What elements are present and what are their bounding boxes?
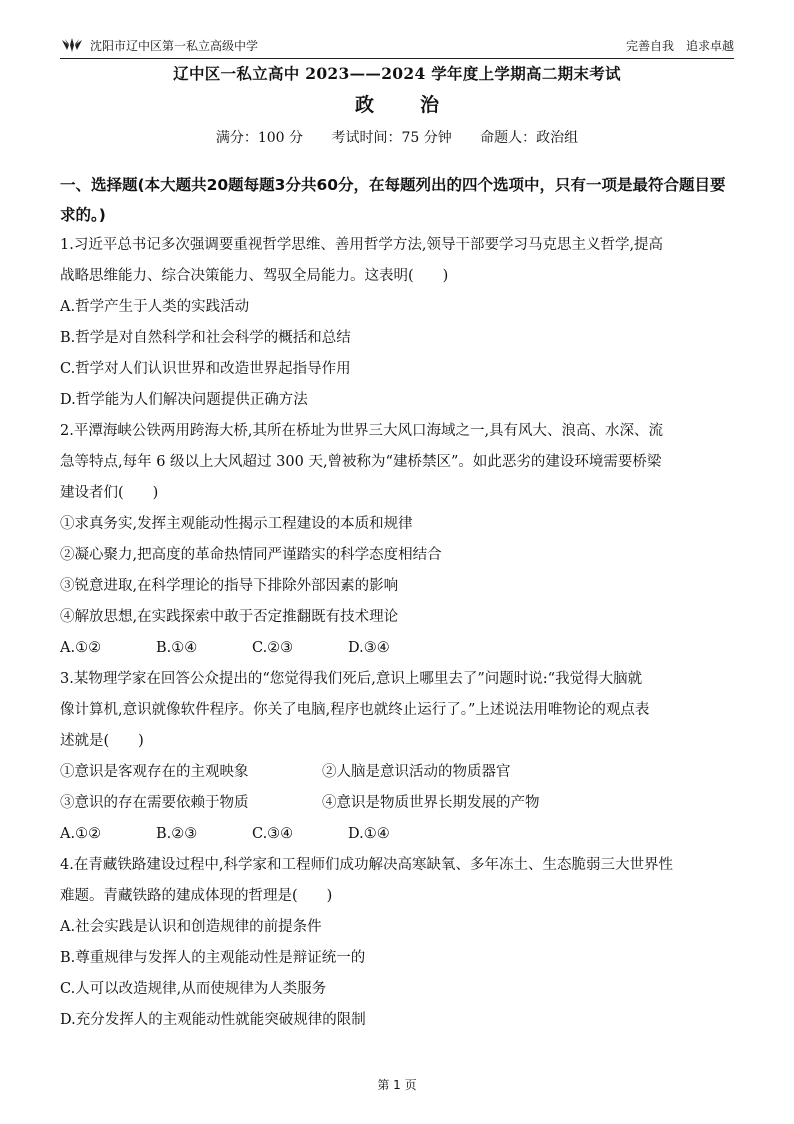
- q2-statement-3: ③锐意进取,在科学理论的指导下排除外部因素的影响: [60, 578, 399, 594]
- q3-stem-line-1: 3.某物理学家在回答公众提出的“您觉得我们死后,意识上哪里去了”问题时说:“我觉得大脑就: [60, 671, 643, 687]
- q3-statement-row-2: [60, 788, 736, 819]
- q3-stem-line-2: 像计算机,意识就像软件程序。你关了电脑,程序也就终止运行了。”上述说法用唯物论的观点表: [60, 702, 650, 718]
- q3-option-b: B.②③: [156, 826, 198, 842]
- q4-option-d: D.充分发挥人的主观能动性就能突破规律的限制: [60, 1012, 366, 1028]
- section-heading-line-1: 一、选择题(本大题共20题每题3分共60分，在每题列出的四个选项中，只有一项是最符合题目要: [60, 176, 726, 194]
- q3-statement-3: ③意识的存在需要依赖于物质: [60, 795, 249, 811]
- school-motto: 完善自我 追求卓越: [625, 38, 734, 53]
- q4-option-a: A.社会实践是认识和创造规律的前提条件: [60, 919, 322, 935]
- question-2: [60, 416, 736, 664]
- page-number: 第 1 页: [377, 1078, 417, 1092]
- q3-stem-line-3: 述就是( ): [60, 733, 144, 749]
- q4-stem-line-1: 4.在青藏铁路建设过程中,科学家和工程师们成功解决高寒缺氧、多年冻土、生态脆弱三大世界性: [60, 857, 673, 873]
- q4-option-c: C.人可以改造规律,从而使规律为人类服务: [60, 981, 327, 997]
- q3-statement-1: ①意识是客观存在的主观映象: [60, 764, 249, 780]
- q2-option-d: D.③④: [348, 640, 390, 656]
- section-heading-line-2: 求的。): [60, 206, 106, 224]
- q2-option-b: B.①④: [156, 640, 198, 656]
- q3-options: [60, 819, 736, 850]
- exam-meta: [0, 127, 794, 147]
- school-logo-icon: [60, 36, 84, 54]
- q1-stem-line-1: 1.习近平总书记多次强调要重视哲学思维、善用哲学方法,领导干部要学习马克思主义哲学,提高: [60, 237, 664, 253]
- question-1: [60, 230, 736, 416]
- exam-author: 命题人：政治组: [480, 130, 579, 146]
- school-name: 沈阳市辽中区第一私立高级中学: [90, 38, 259, 53]
- q1-option-c: C.哲学对人们认识世界和改造世界起指导作用: [60, 361, 351, 377]
- q2-stem-line-3: 建设者们( ): [60, 485, 159, 501]
- q4-stem-line-2: 难题。青藏铁路的建成体现的哲理是( ): [60, 888, 333, 904]
- full-score: 满分：100 分: [215, 130, 303, 146]
- exam-content: [60, 170, 736, 1036]
- header-left: [60, 36, 258, 54]
- q3-option-a: A.①②: [60, 826, 102, 842]
- exam-title: 辽中区一私立高中 2023——2024 学年度上学期高二期末考试: [173, 64, 621, 83]
- subject-title: [0, 90, 794, 117]
- header-rule: [60, 58, 734, 59]
- q3-statement-row-1: [60, 757, 736, 788]
- q1-option-a: A.哲学产生于人类的实践活动: [60, 299, 250, 315]
- q2-statement-2: ②凝心聚力,把高度的革命热情同严谨踏实的科学态度相结合: [60, 547, 442, 563]
- q1-option-b: B.哲学是对自然科学和社会科学的概括和总结: [60, 330, 351, 346]
- exam-time: 考试时间：75 分钟: [331, 130, 452, 146]
- q2-statement-4: ④解放思想,在实践探索中敢于否定推翻既有技术理论: [60, 609, 399, 625]
- q1-option-d: D.哲学能为人们解决问题提供正确方法: [60, 392, 308, 408]
- page-header: [60, 34, 734, 56]
- q3-statement-4: ④意识是物质世界长期发展的产物: [322, 795, 540, 811]
- q4-option-b: B.尊重规律与发挥人的主观能动性是辩证统一的: [60, 950, 366, 966]
- q2-stem-line-1: 2.平潭海峡公铁两用跨海大桥,其所在桥址为世界三大风口海域之一,具有风大、浪高、水深、流: [60, 423, 664, 439]
- q3-option-d: D.①④: [348, 826, 390, 842]
- q1-stem-line-2: 战略思维能力、综合决策能力、驾驭全局能力。这表明( ): [60, 268, 449, 284]
- q2-stem-line-2: 急等特点,每年 6 级以上大风超过 300 天,曾被称为“建桥禁区”。如此恶劣的建设环境需要桥梁: [60, 454, 662, 470]
- subject-char-1: 政: [354, 94, 374, 116]
- q3-option-c: C.③④: [252, 826, 294, 842]
- q2-statement-1: ①求真务实,发挥主观能动性揭示工程建设的本质和规律: [60, 516, 413, 532]
- q2-option-a: A.①②: [60, 640, 102, 656]
- subject-char-2: 治: [420, 94, 440, 116]
- q3-statement-2: ②人脑是意识活动的物质器官: [322, 764, 511, 780]
- question-4: [60, 850, 736, 1036]
- question-3: [60, 664, 736, 850]
- q2-option-c: C.②③: [252, 640, 294, 656]
- q2-options: [60, 633, 736, 664]
